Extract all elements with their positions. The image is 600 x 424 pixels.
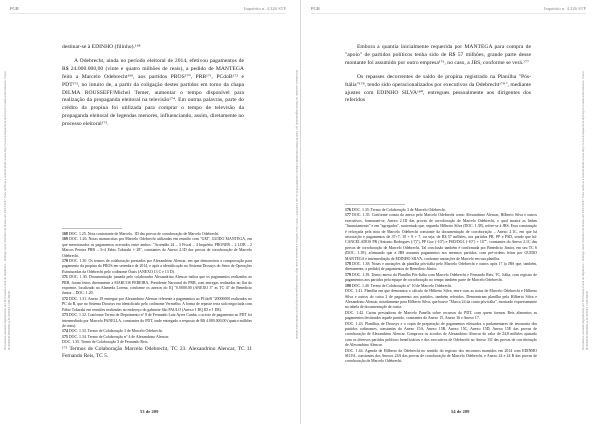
footnote [62, 313, 252, 329]
main-text [62, 44, 244, 135]
header-divider [311, 13, 586, 14]
footnote-text: DOC. 1.32. Conforme Termo de Depoimento n° 8 de Fernando Luiz Ayres Cunha, o acerto de pagamento ao PDT foi intermediado por Marcelo PANELLA, constantes do PDT, onde entregado a resposta de R$ 4.000.000,00 (quatro milhões de reais). [62, 313, 252, 328]
footnotes [345, 208, 537, 365]
header-left-label: PGR [10, 6, 19, 11]
signature-stamp: Documento assinado digitalmente por Procurador-Geral da República - Rodrigo Janot Monteiro de Barros em 14/03/2017. Para verificar a autenticidade acesse http://www.transparencia.mpf.mp.br/validacaodocumento. Chave 9C29B2D6.F0E60B1A.5C2F3E19.7A8C4D2B [581, 71, 589, 350]
footnote-text: DOC. 1.35. Termo de Colaboração 3 de Marcelo Odebrecht. [351, 208, 446, 212]
footnote [345, 322, 537, 349]
paragraph: destinar-se à EDINHO (filinho).¹⁶⁸ [62, 44, 141, 50]
footnote-text: DOC. 1.43. Planilhas de Drousys e a copia de preparação de pagamentos efetuados a parlamentares de tesouraria dos partidos codinomes, constantes do Anexo 15A, Anexo 15B, Anexo 15C, Anexo 15D, Anexo 15E das provas de corroboração de Alexandrino Alencar. Comprova os acordos de Alexandrino Alencar do valor de 24,8 milhões ajustado com os diversos partidos políticos beneficiários e dos executivos de Odebrecht no Anexo 15J das provas de corroboração de Alexandrino Alencar. [345, 321, 537, 348]
footnote-text: DOC. 1.38. Notas e anotações da planilha pós-itália pelo Marcelo Odebrecht e outros após 17 (a JBS que, também, diretamente, a pedido) de pagamentos de Benedicto Júnior. [345, 262, 537, 272]
header-divider [10, 13, 286, 14]
right-page [300, 0, 600, 424]
footnote [345, 262, 537, 273]
footnote-text: DOC. 1.44. Agenda de Hilberto da Odebrecht no sentido do registro dos encontros mantidos em 2014 com EDINHO SILVA, constantes dos Anexos 24A das provas de corroboração de Marcelo Odebrecht, e Anexo 24 e 24 B das provas de corroboração de Marcelo Odebrecht. [345, 348, 537, 364]
footnote-text: DOC. 1.34. Termo de Colaboração n° 4 de Alexandrino Alencar. [68, 334, 170, 339]
footnote-number: 173 [62, 313, 68, 318]
footnote-rule [62, 228, 122, 229]
footnote-number: 169 [62, 237, 68, 242]
footnote [345, 349, 537, 365]
footnote-text: DOC. 1.26. Notas manuscritas por Marcelo Odebrecht utilizadas em reunião com "GM", GUIDO MANTEGA, em que mencionados os pagamentos acertados entre ambos: "Arrendão 24 – 3 Fiscal – 4 Inquérito PRONER – 2 LDB – 2 Marcos Pereira PRB – 3+4 Fabio Tokarski + 28", constantes do Anexo 2.1D das provas de corroboração de Marcelo Odebrecht. [62, 237, 252, 258]
page-number: 54 de 209 [451, 409, 470, 414]
signature-stamp-right: Documento assinado via Token digitalmente por JANOT PROCURADOR-GERAL DA REPÚBLICA, em 14/03/2017 18:05. Para verificar a assinatura acesse http://www.transparencia.mpf.mp.br/validacaodocumento [295, 70, 299, 340]
footnote [62, 237, 252, 259]
footnote-text: DOC. 1.30. Documentação juntada pelo colaborador Alexandrino Alencar indica que os pagamentos realizados ao PRB, foram feitos diretamente a MARCOS PEREIRA, Presidente Nacional do PRB, com entregas realizadas no flat do expoente, localizado na Alameda Lorena, conforme os anexos do IQ "0.0000.00 (ANEXO 3" as TC 47 de Benedicto Junior – DOC. 1.20. [62, 275, 252, 296]
page-number: 53 de 209 [140, 409, 159, 414]
footnote-text: DOC. 1.35. Conforme consta do anexo pelo Marcelo Odebrecht como Alexandrino Alencar, Hilberto Silva e outros executivos, formaram-se, Anexo 2.1D das provas de corroboração de Marcelo Odebrecht, o qual mostra as linhas "financiamento" e em "agregados", sustentado que, segundo Hilberto Silva (DOC. 1.38), refere-se à JBS. Essa constatação é reforçada pela nota de Marcelo Odebrecht constante da documentação de corroboração – Anexo 2.1C, em que há associação e pagamentos de 37+7, 10 + 9 + 7, ou seja, de R$ 57 milhões, aos partidos PR, PP e PSD, sendo que há: CANCELADOS PR (Antonio Rodrigues (-7)"), PP Gov (-10") e PSD/DGL (-10") + 10"", constantes do Anexo 2.1C das provas de corroboração de Marcelo Odebrecht. Tal conclusão também é confirmada por Benedicto Júnior, em seu TC 6 (DOC. 1.39), afirmando que a JBS assumiu pagamentos aos mesmos partidos, com pré-ordens feitas por GUIDO MANTEGA e intermediação de EDINHO SILVA, conforme anotações de Marcelo em sua planilha. [345, 213, 537, 261]
running-header [10, 6, 286, 11]
running-header [311, 6, 586, 11]
paragraph: Embora a quantia inicialmente requerida por MANTEGA para compra de "apoio" de partidos políticos tenha sido de R$ 57 milhões, grande parte desse montante foi assumido por outro empresa¹⁷⁶, no caso, a JBS, conforme se verá.¹⁷⁷ [345, 44, 531, 66]
footnote-number: 171 [62, 275, 68, 280]
footnote-text: DOC. 1.25. Nota contratante de Marcelo. 1D das provas de corroboração de Marcelo Odebrecht. [68, 232, 220, 236]
footnote [62, 259, 252, 275]
footnote-text: DOC. 1.33. Termo de Colaboração 3 de Marcelo Odebrecht. [68, 329, 163, 334]
footnote-number: 172 [62, 296, 68, 301]
footnote-text: DOC. 1.41. Planilha em que demonstra o cálculo de Hilberto Silva, entre com as notas de Marcelo Odebrecht e Hilberto Silva e outros do caixa 2 de pagamento aos partidos, também referidos. Demonstram planilha pela Hilberto Silva e Alexandrino Alencar, notadamente para Hilberto Silva, que houve "Marco 24 da conta pós-itália", mostrado expressamente na tabela de documentação de conta. [345, 289, 537, 310]
signature-stamp-left: Documento assinado digitalmente por Procurador-Geral da República - Rodrigo Janot Monteiro de Barros em 14/03/2017. Para verificar a autenticidade acesse http://www.transparencia.mpf.mp.br/validacaodocumento. Chave 9C29B2D6.F0E60B1A.5C2F3E19.7A8C4D2B [3, 71, 11, 350]
footnote [62, 297, 252, 313]
footnote-text: DOC. 1.39. Termo anexo da Planilha Pós-Itália com Marcelo Odebrecht e Fernando Reis, TC. Itália, com registro de pagamentos aos partidos pela equipe de corroboração no tempo também parte de Marcelo Odebrecht. [345, 272, 537, 283]
footnote-number: 180 [345, 283, 351, 288]
header-right-label: Inquérito n. 4.326 STF [544, 6, 586, 11]
footnote-number: 176 [345, 208, 351, 212]
footnote-large: ¹⁷⁵ Termos de Colaboração Marcelo Odebrecht, TC 23. Alexandrino Alencar, TC 11 Fernando Reis, TC 5. [62, 345, 252, 359]
header-right-label: Inquérito n. 4.326 STF [244, 6, 286, 11]
paragraph: A Odebrecht, ainda no período eleitoral de 2014, efetivou pagamentos de R$ 24.000.000,00 (vinte e quatro milhões de reais), a pedido de MANTEGA feito a Marcelo Odebrecht¹⁶⁹, aos partidos PROS¹⁷⁰, PRB¹⁷¹, PCdoB¹⁷² e PDT¹⁷³, no intuito de, a partir da coligação destes partidos em torno da chapa DILMA ROUSSEFF/Michel Temer, aumentar o tempo disponível para realização da propaganda eleitoral na televisão¹⁷⁴. Em outras palavras, parte do crédito da propina foi utilizada para comprar o tempo de televisão da propaganda eleitoral de legendas menores, influenciando, assim, diretamente no processo eleitoral¹⁷⁵. [62, 57, 244, 128]
footnote-number: 177 [345, 213, 351, 218]
footnotes [62, 232, 252, 360]
footnote-number: 168 [62, 232, 68, 236]
footnote [345, 213, 537, 262]
header-left-label: PGR [311, 6, 320, 11]
footnote-number: 175 [62, 334, 68, 339]
footnote-number: 174 [62, 329, 68, 334]
footnote-text: DOC. 1.31. Anexo 29 entregue por Alexandrino Alencar referente a pagamentos ao PCdoB "20000000 realizados no PC do B, que no Sistema Drousys era identificado pelo codinome Vermelho. A forma de repasse teria sido negociada com Fábio Tokarski em reuniões realizadas no endereço do gabinete São PAULO (Anexo 1 BQ ID e 1 DE). [62, 296, 252, 312]
footnote-text: DOC. 1.35. Termo de Colaboração 3 de Fernando Reis. [62, 340, 149, 345]
footnote [62, 275, 252, 297]
footnote [345, 273, 537, 284]
footnote-rule [345, 204, 405, 205]
footnote-text: DOC. 1.30. Os termos de colaboração prestados por Alexandrino Alencar, em que demonstrou a comprovação para pagamento da propina do PROS em setembro de 2014, e após a identificação no Sistema Drousys do Setor de Operações Estruturadas da Odebrecht pelo codinome Óasis (ANEXO 13 C e 13 D). [62, 259, 252, 274]
footnote-text: DOC. 1.42. Cartas prestadoras de Marcelo Panella sobre recursos do PDT, com quem formou Reis alimentos as pagamentos destinados aquele partido, constantes do Anexo 15, Anexo 16 e Anexo 17. [345, 310, 537, 321]
footnote-text: DOC. 1.40. Termo de Colaboração n° 10 de Marcelo Odebrecht. [351, 283, 453, 288]
footnote-number: 170 [62, 259, 68, 264]
main-text [345, 44, 531, 111]
footnote-number: 178 [345, 262, 351, 267]
footnote [345, 289, 537, 311]
footnote [345, 311, 537, 322]
paragraph: Os repasses decorrentes de saldo de propina registrado na Planilha "Pós-Itália"¹⁷⁸, tendo sido operacionalizados por executivos da Odebrecht¹⁷⁹ ⁱ, mediante ajustes com EDINHO SILVA¹⁸⁰, entregues pessoalmente aos dirigentes dos referidos [345, 73, 531, 104]
footnote-number: 179 [345, 272, 351, 277]
